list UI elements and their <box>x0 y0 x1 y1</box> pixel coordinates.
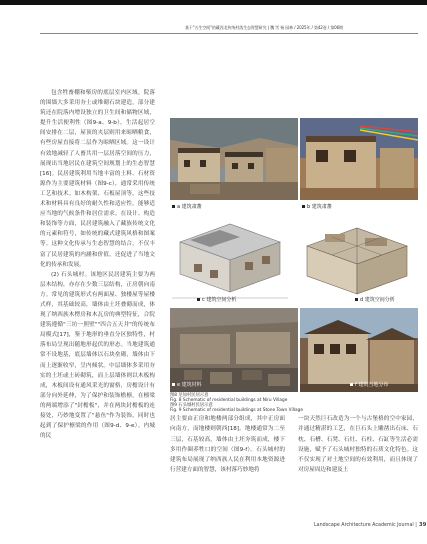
header-rule <box>40 33 418 34</box>
page-footer: Landscape Architecture Academic Journal | 39 <box>314 522 427 528</box>
journal-name: Landscape Architecture Academic Journal <box>314 523 414 528</box>
header-bar <box>0 0 427 5</box>
body-column-2 <box>170 414 285 476</box>
photo-building-materials <box>170 308 298 392</box>
panel-caption-e: e 建筑材料 <box>172 381 202 388</box>
body-column-1 <box>40 88 155 441</box>
figure-caption-8-en: Fig. 8 Schematic of residential buildings at Niru Village <box>170 398 288 403</box>
panel-caption-a: a 建筑肃蕃 <box>172 203 202 210</box>
diagram-house-3d <box>170 212 290 304</box>
photo-stone-town-house <box>300 308 418 392</box>
panel-caption-b: b 建筑肃蕃 <box>302 203 332 210</box>
panel-caption-d: d 建筑空间分析 <box>355 296 395 303</box>
photo-village-houses <box>170 118 298 200</box>
figure-caption-9-cn: 图9 石头城村民居示意 <box>170 403 213 408</box>
running-header: 基于"五生空间"的藏西北传统村落生态智慧研究 | 魏 雪 杨 园林 / 2025年 / 第42卷 / 第06期 <box>185 25 343 30</box>
paragraph: 居主要由正房和地楼两部分组成，其中正房面向南方，而地楼则朝西[18]。地楼通常为二至三层，石基较高，墙体由土坯夯筑而成，楼下多用作圈养牲口的空间（图9-f）。石头城村的建筑布局展现了纳西族人民在利用本地资源进行营建方面的智慧，该村落巧妙地将 <box>170 416 285 474</box>
paragraph: 包含牲畜棚和柴房的底层室内区域。院落的围墙大多采用夯土或堆砌石块建造，部分建筑还在院落内增设独立的卫生间和储物区域，提升生活便利性（图9-a、9-b）。生活起居空间安排在二层，屋顶的夹层则用来晾晒粮食，有些房屋直接将二层作为晾晒区域。这一设计有效地减轻了人畜共用一层居落空间的压力，展现出当地居民在建筑空间规划上的生态智慧[16]。民居建筑利用当地丰富的土料、石材资源作为主要建筑材料（图9-c），通常采用传统工艺和技术。如木构架、石板屋顶等，这些技术和材料具有良好的耐久性和适应性，能够适应当地的气候条件和居住需求。在设计、构造和装饰等方面，民居建筑融入了藏族传统文化的元素和符号，如传统的藏式建筑风格和图案等。这种文化传承与生态智慧的结合，不仅丰富了民居建筑的内涵和价值，还促进了当地文化的传承和发展。 <box>40 90 155 268</box>
diagram-spatial-analysis <box>295 212 418 304</box>
page-number: 39 <box>418 522 427 528</box>
paragraph: (2) 石头城村。该地区民居建筑主要为两层木结构，亦存在少数三层结构，正房朝向南方。常见的建筑形式有两面屋、独楼屋等屋楼式样，其基础较高，墙体由土坯叠砌而成，体现了纳西族木楞房和木瓦房的典型特征，合院建筑遵循"三坊一照壁""四合五天井"的传统布局模式[17]，鉴于地形的垂直分区独特性，村落布局呈现出随地形起伏的形态。当地建筑通常不设地基，底层墙体以石块垒砌，墙体由下而上逐渐收窄，呈内倾状。中层墙体多采用夯实的土坯或土砖砌筑，而上层墙体则以木板构成，木板间设有通风采光的窗格，房檐设计有部分向外延伸，为了保护和装饰檐檩，在檩梁的两端增添了"封檐板"，并在两块封檐板的连接处，巧妙地变置了"悬鱼"作为装饰，同时也起到了保护檩梁的作用（图9-d、9-e）。内城的民 <box>40 271 155 440</box>
figure-caption-9-en: Fig. 9 Schematic of residential buildings at Stone Town Village <box>170 408 304 413</box>
paragraph: 一块天然巨石改造为一个与古堡格的空中家园，并通过精湛的工艺，在巨石头上雕凿出石床、石枕、石槽、石凳、石灶、石柱、石缸等生活必需设施，赋予了石头城村独特的石质文化特色。这不仅实现了对土地空间的有效利用，而且体现了对房屋周边和建及土 <box>298 416 418 474</box>
body-column-3 <box>298 414 418 476</box>
panel-caption-c: c 建筑空间分析 <box>197 296 236 303</box>
photo-tibetan-house <box>300 118 418 200</box>
figure-caption-8-cn: 图8 尼如村民居示意 <box>170 393 209 398</box>
panel-caption-f: f 建筑当地分布 <box>350 381 388 388</box>
